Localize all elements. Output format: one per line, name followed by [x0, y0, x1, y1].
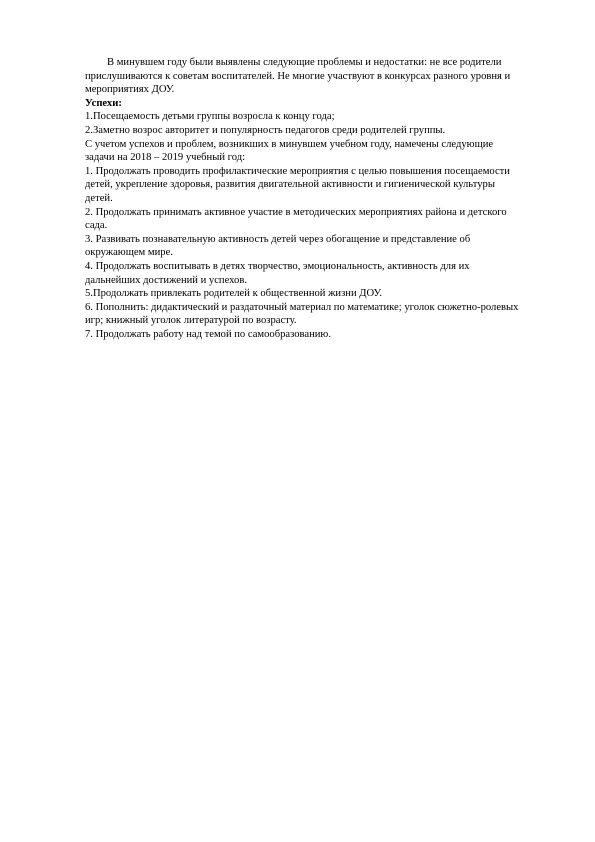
- task-item: 2. Продолжать принимать активное участие в методических мероприятиях района и детского сада.: [85, 206, 507, 232]
- successes-list: [85, 110, 525, 137]
- task-item: 1. Продолжать проводить профилактические мероприятия с целью повышения посещаемости детей, укрепление здоровья, развития двигательной активности и гигиенической культуры детей.: [85, 165, 510, 204]
- intro-paragraph: В минувшем году были выявлены следующие проблемы и недостатки: не все родители прислушиваются к советам воспитателей. Не многие участвуют в конкурсах разного уровня и мероприятиях ДОУ.: [85, 57, 511, 96]
- success-item: 2.Заметно возрос авторитет и популярность педагогов среди родителей группы.: [85, 124, 446, 136]
- task-item: 7. Продолжать работу над темой по самообразованию.: [85, 328, 331, 340]
- successes-heading: Успехи:: [85, 97, 122, 109]
- tasks-intro: С учетом успехов и проблем, возникших в минувшем учебном году, намечены следующие задачи на 2018 – 2019 учебный год:: [85, 138, 494, 164]
- tasks-list: [85, 165, 525, 342]
- document-page: [85, 56, 525, 341]
- task-item: 6. Пополнить: дидактический и раздаточный материал по математике; уголок сюжетно-ролевых игр; книжный уголок литературой по возрасту.: [85, 301, 519, 327]
- task-item: 5.Продолжать привлекать родителей к общественной жизни ДОУ.: [85, 288, 382, 300]
- task-item: 3. Развивать познавательную активность детей через обогащение и представление об окружающем мире.: [85, 233, 471, 259]
- task-item: 4. Продолжать воспитывать в детях творчество, эмоциональность, активность для их дальнейших достижений и успехов.: [85, 260, 470, 286]
- success-item: 1.Посещаемость детьми группы возросла к концу года;: [85, 111, 335, 123]
